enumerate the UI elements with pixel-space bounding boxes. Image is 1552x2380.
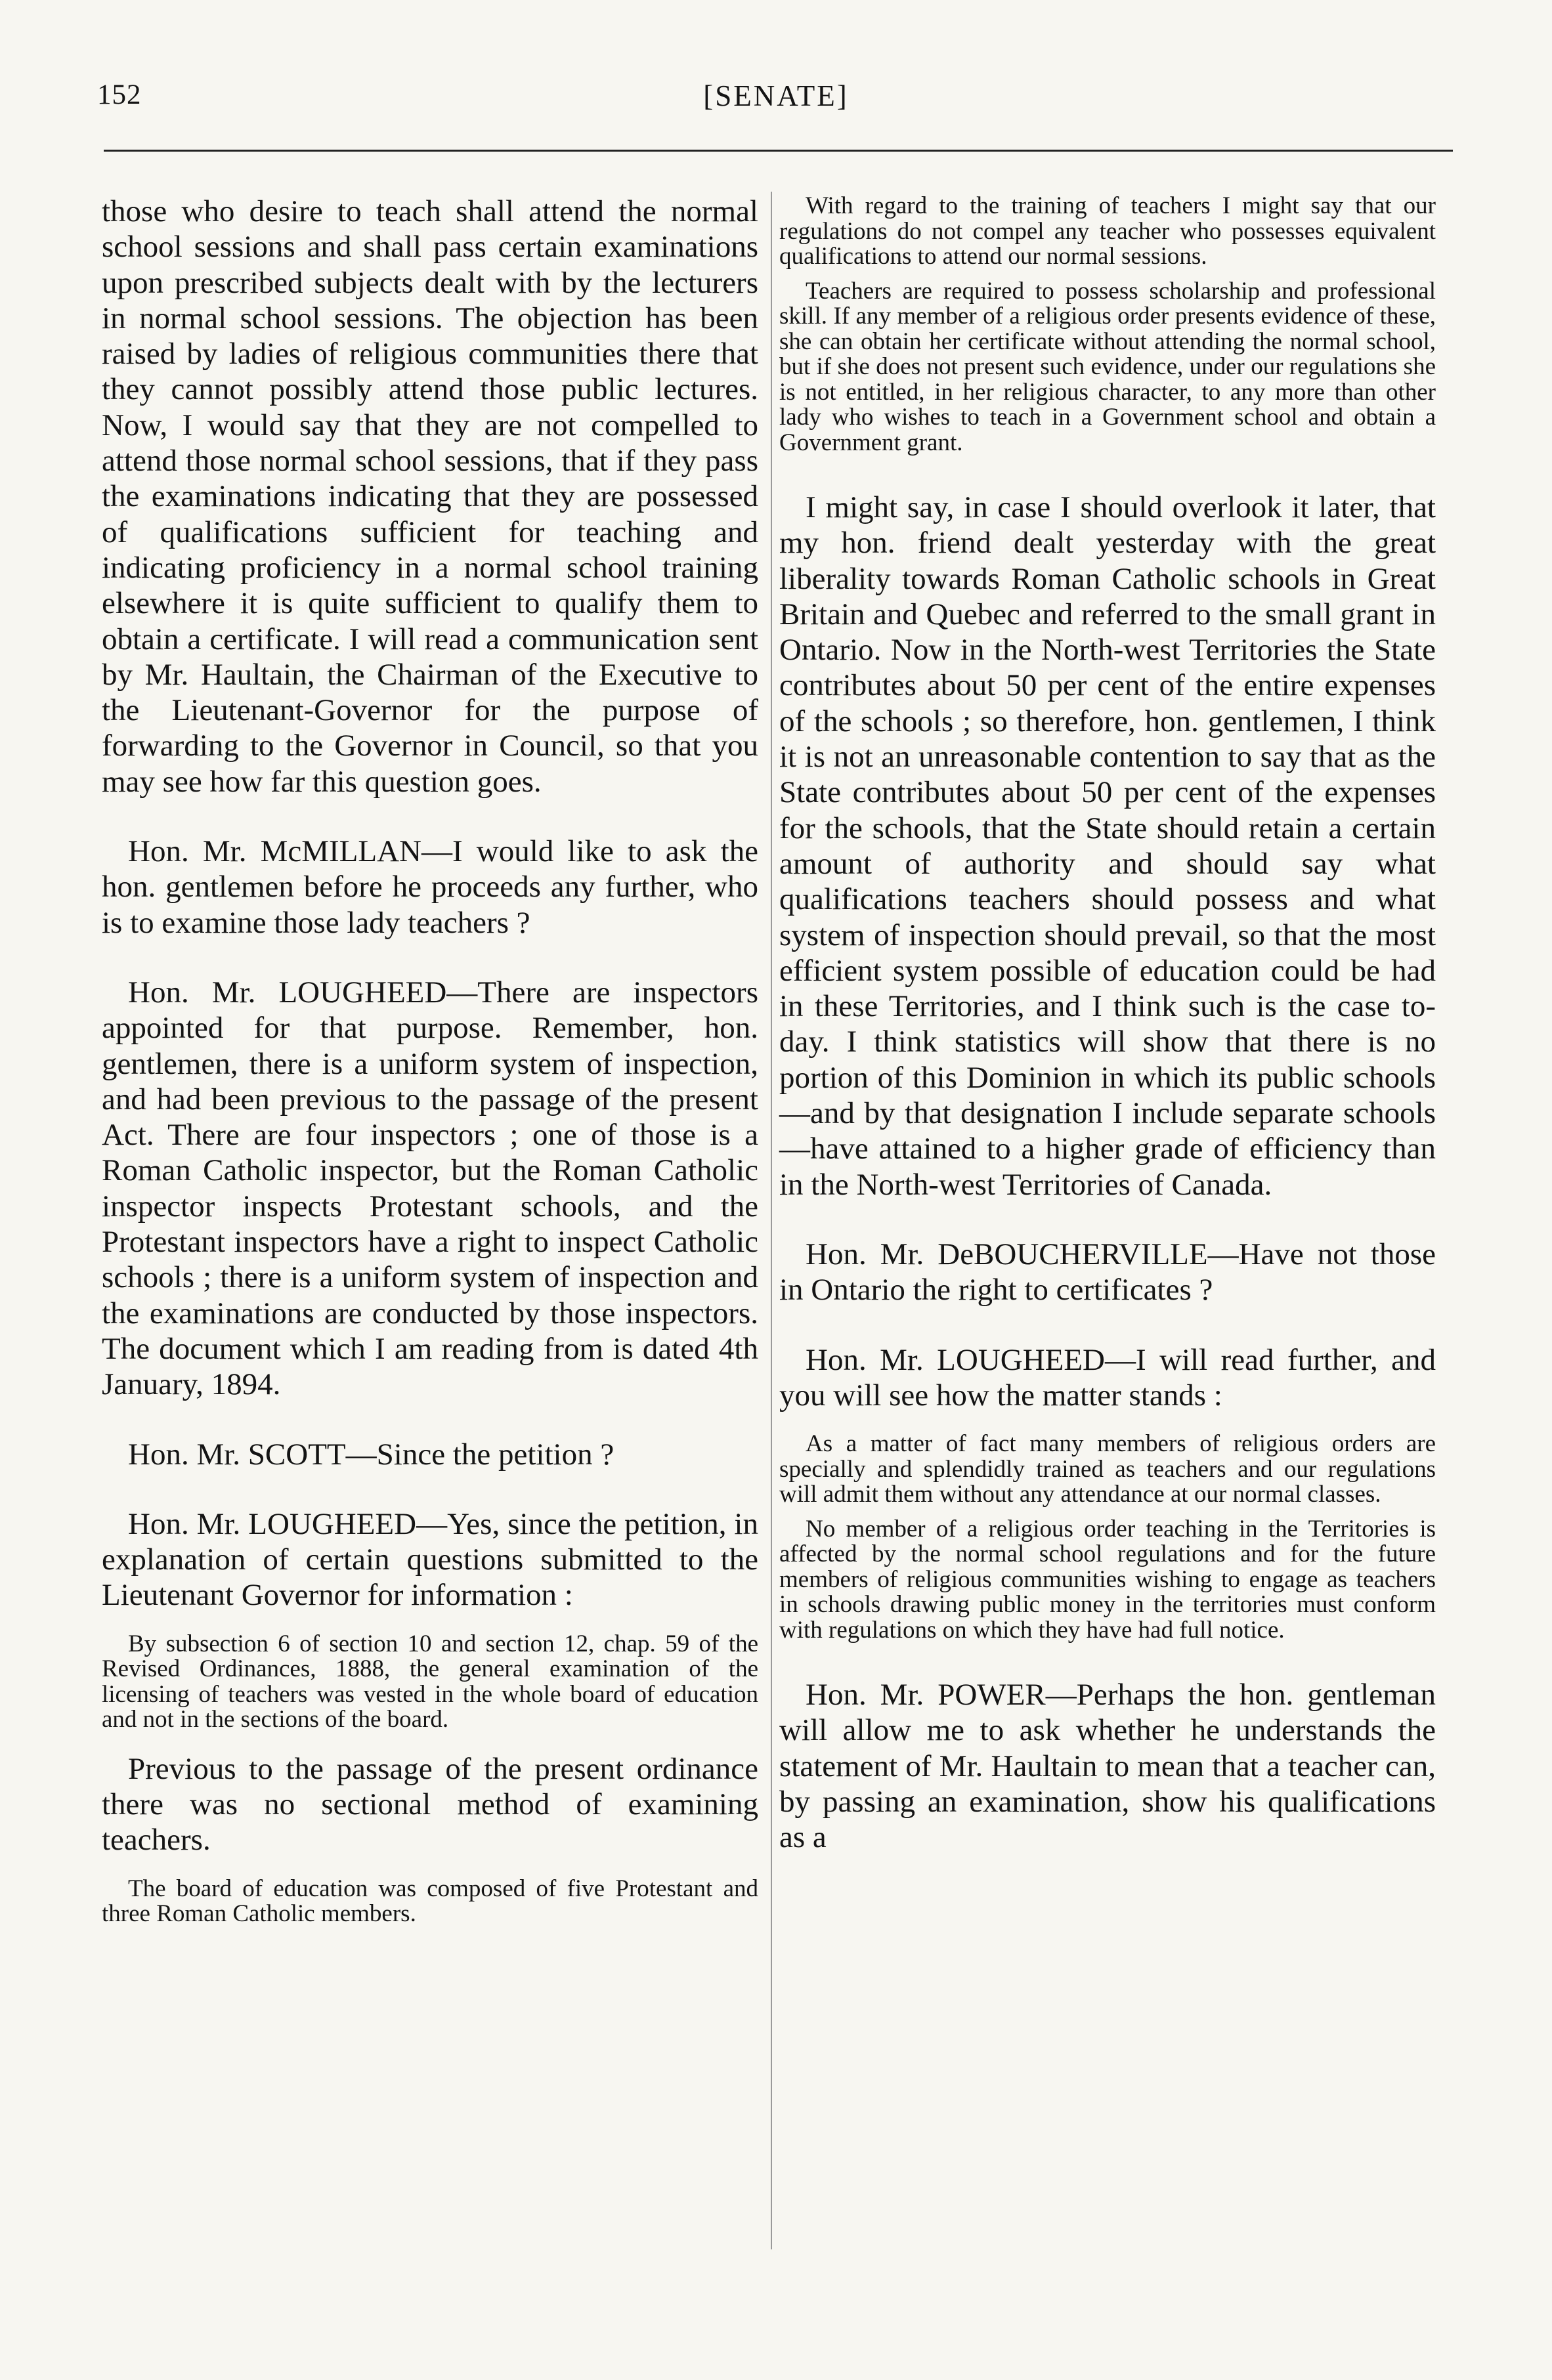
quoted-passage: Teachers are required to possess scholarship and professional skill. If any member of a religious order presents evidence of these, she can obtain her certificate without attending the normal school, but if she does not present such evidence, under our regulations she is not entitled, in her religious character, to any more than other lady who wishes to teach in a Government school and obtain a Government grant.	[779, 277, 1436, 456]
page-number: 152	[97, 79, 142, 110]
quoted-passage: By subsection 6 of section 10 and section 12, chap. 59 of the Revised Ordinances, 1888, the general examination of the licensing of teachers was vested in the whole board of education and not in the sections of the board.	[102, 1630, 758, 1733]
left-column	[102, 194, 758, 1927]
speech-scott: Hon. Mr. SCOTT—Since the petition ?	[128, 1437, 614, 1472]
paragraph: I might say, in case I should overlook it later, that my hon. friend dealt yesterday with the great liberality towards Roman Catholic schools in Great Britain and Quebec and referred to the small grant in Ontario. Now in the North-west Territories the State contributes about 50 per cent of the entire expenses of the schools ; so therefore, hon. gentlemen, I think it is not an unreasonable contention to say that as the State contributes about 50 per cent of the expenses for the schools, that the State should retain a certain amount of authority and should say what qualifications teachers should possess and what system of inspection should prevail, so that the most efficient system possible of education could be had in these Territories, and I think such is the case to-day. I think statistics will show that there is no portion of this Dominion in which its public schools—and by that designation I include separate schools—have attained to a higher grade of efficiency than in the North-west Territories of Canada.	[779, 490, 1436, 1202]
header-rule	[104, 150, 1453, 152]
quoted-passage: As a matter of fact many members of religious orders are specially and splendidly trained as teachers and our regulations will admit them without any attendance at our normal classes.	[779, 1430, 1436, 1508]
speech-lougheed: Hon. Mr. LOUGHEED—There are inspectors appointed for that purpose. Remember, hon. gentlemen, there is a uniform system of inspection, and had been previous to the passage of the present Act. There are four inspectors ; one of those is a Roman Catholic inspector, but the Roman Catholic inspector inspects Protestant schools, and the Protestant inspectors have a right to inspect Catholic schools ; there is a uniform system of inspection and the examinations are conducted by those inspectors. The document which I am reading from is dated 4th January, 1894.	[102, 975, 758, 1402]
right-column	[779, 194, 1436, 1856]
running-title: [SENATE]	[703, 79, 849, 112]
paragraph: those who desire to teach shall attend the normal school sessions and shall pass certain examinations upon prescribed subjects dealt with by the lecturers in normal school sessions. The objection has been raised by ladies of religious communities there that they cannot possibly attend those public lectures. Now, I would say that they are not compelled to attend those normal school sessions, that if they pass the examinations indicating that they are possessed of qualifications sufficient for teaching and indicating proficiency in a normal school training elsewhere it is quite sufficient to qualify them to obtain a certificate. I will read a communication sent by Mr. Haultain, the Chairman of the Executive to the Lieutenant-Governor for the purpose of forwarding to the Governor in Council, so that you may see how far this question goes.	[102, 194, 758, 799]
speech-lougheed: Hon. Mr. LOUGHEED—I will read further, and you will see how the matter stands :	[779, 1342, 1436, 1413]
quoted-passage: The board of education was composed of five Protestant and three Roman Catholic members.	[102, 1875, 758, 1928]
quoted-passage: With regard to the training of teachers I might say that our regulations do not compel any teacher who possesses equivalent qualifications to attend our normal sessions.	[779, 192, 1436, 270]
speech-deboucherville: Hon. Mr. DeBOUCHERVILLE—Have not those in Ontario the right to certificates ?	[779, 1237, 1436, 1307]
speech-mcmillan: Hon. Mr. McMILLAN—I would like to ask the hon. gentlemen before he proceeds any further, who is to examine those lady teachers ?	[102, 834, 758, 940]
quoted-passage: No member of a religious order teaching in the Territories is affected by the normal school regulations and for the future members of religious communities wishing to engage as teachers in schools drawing public money in the territories must conform with regulations on which they have had full notice.	[779, 1515, 1436, 1644]
speech-power: Hon. Mr. POWER—Perhaps the hon. gentleman will allow me to ask whether he understands the statement of Mr. Haultain to mean that a teacher can, by passing an examination, show his qualifications as a	[779, 1678, 1436, 1855]
paragraph: Previous to the passage of the present ordinance there was no sectional method of examining teachers.	[102, 1751, 758, 1858]
speech-lougheed: Hon. Mr. LOUGHEED—Yes, since the petition, in explanation of certain questions submitted to the Lieutenant Governor for information :	[102, 1506, 758, 1613]
column-divider	[771, 192, 772, 2249]
